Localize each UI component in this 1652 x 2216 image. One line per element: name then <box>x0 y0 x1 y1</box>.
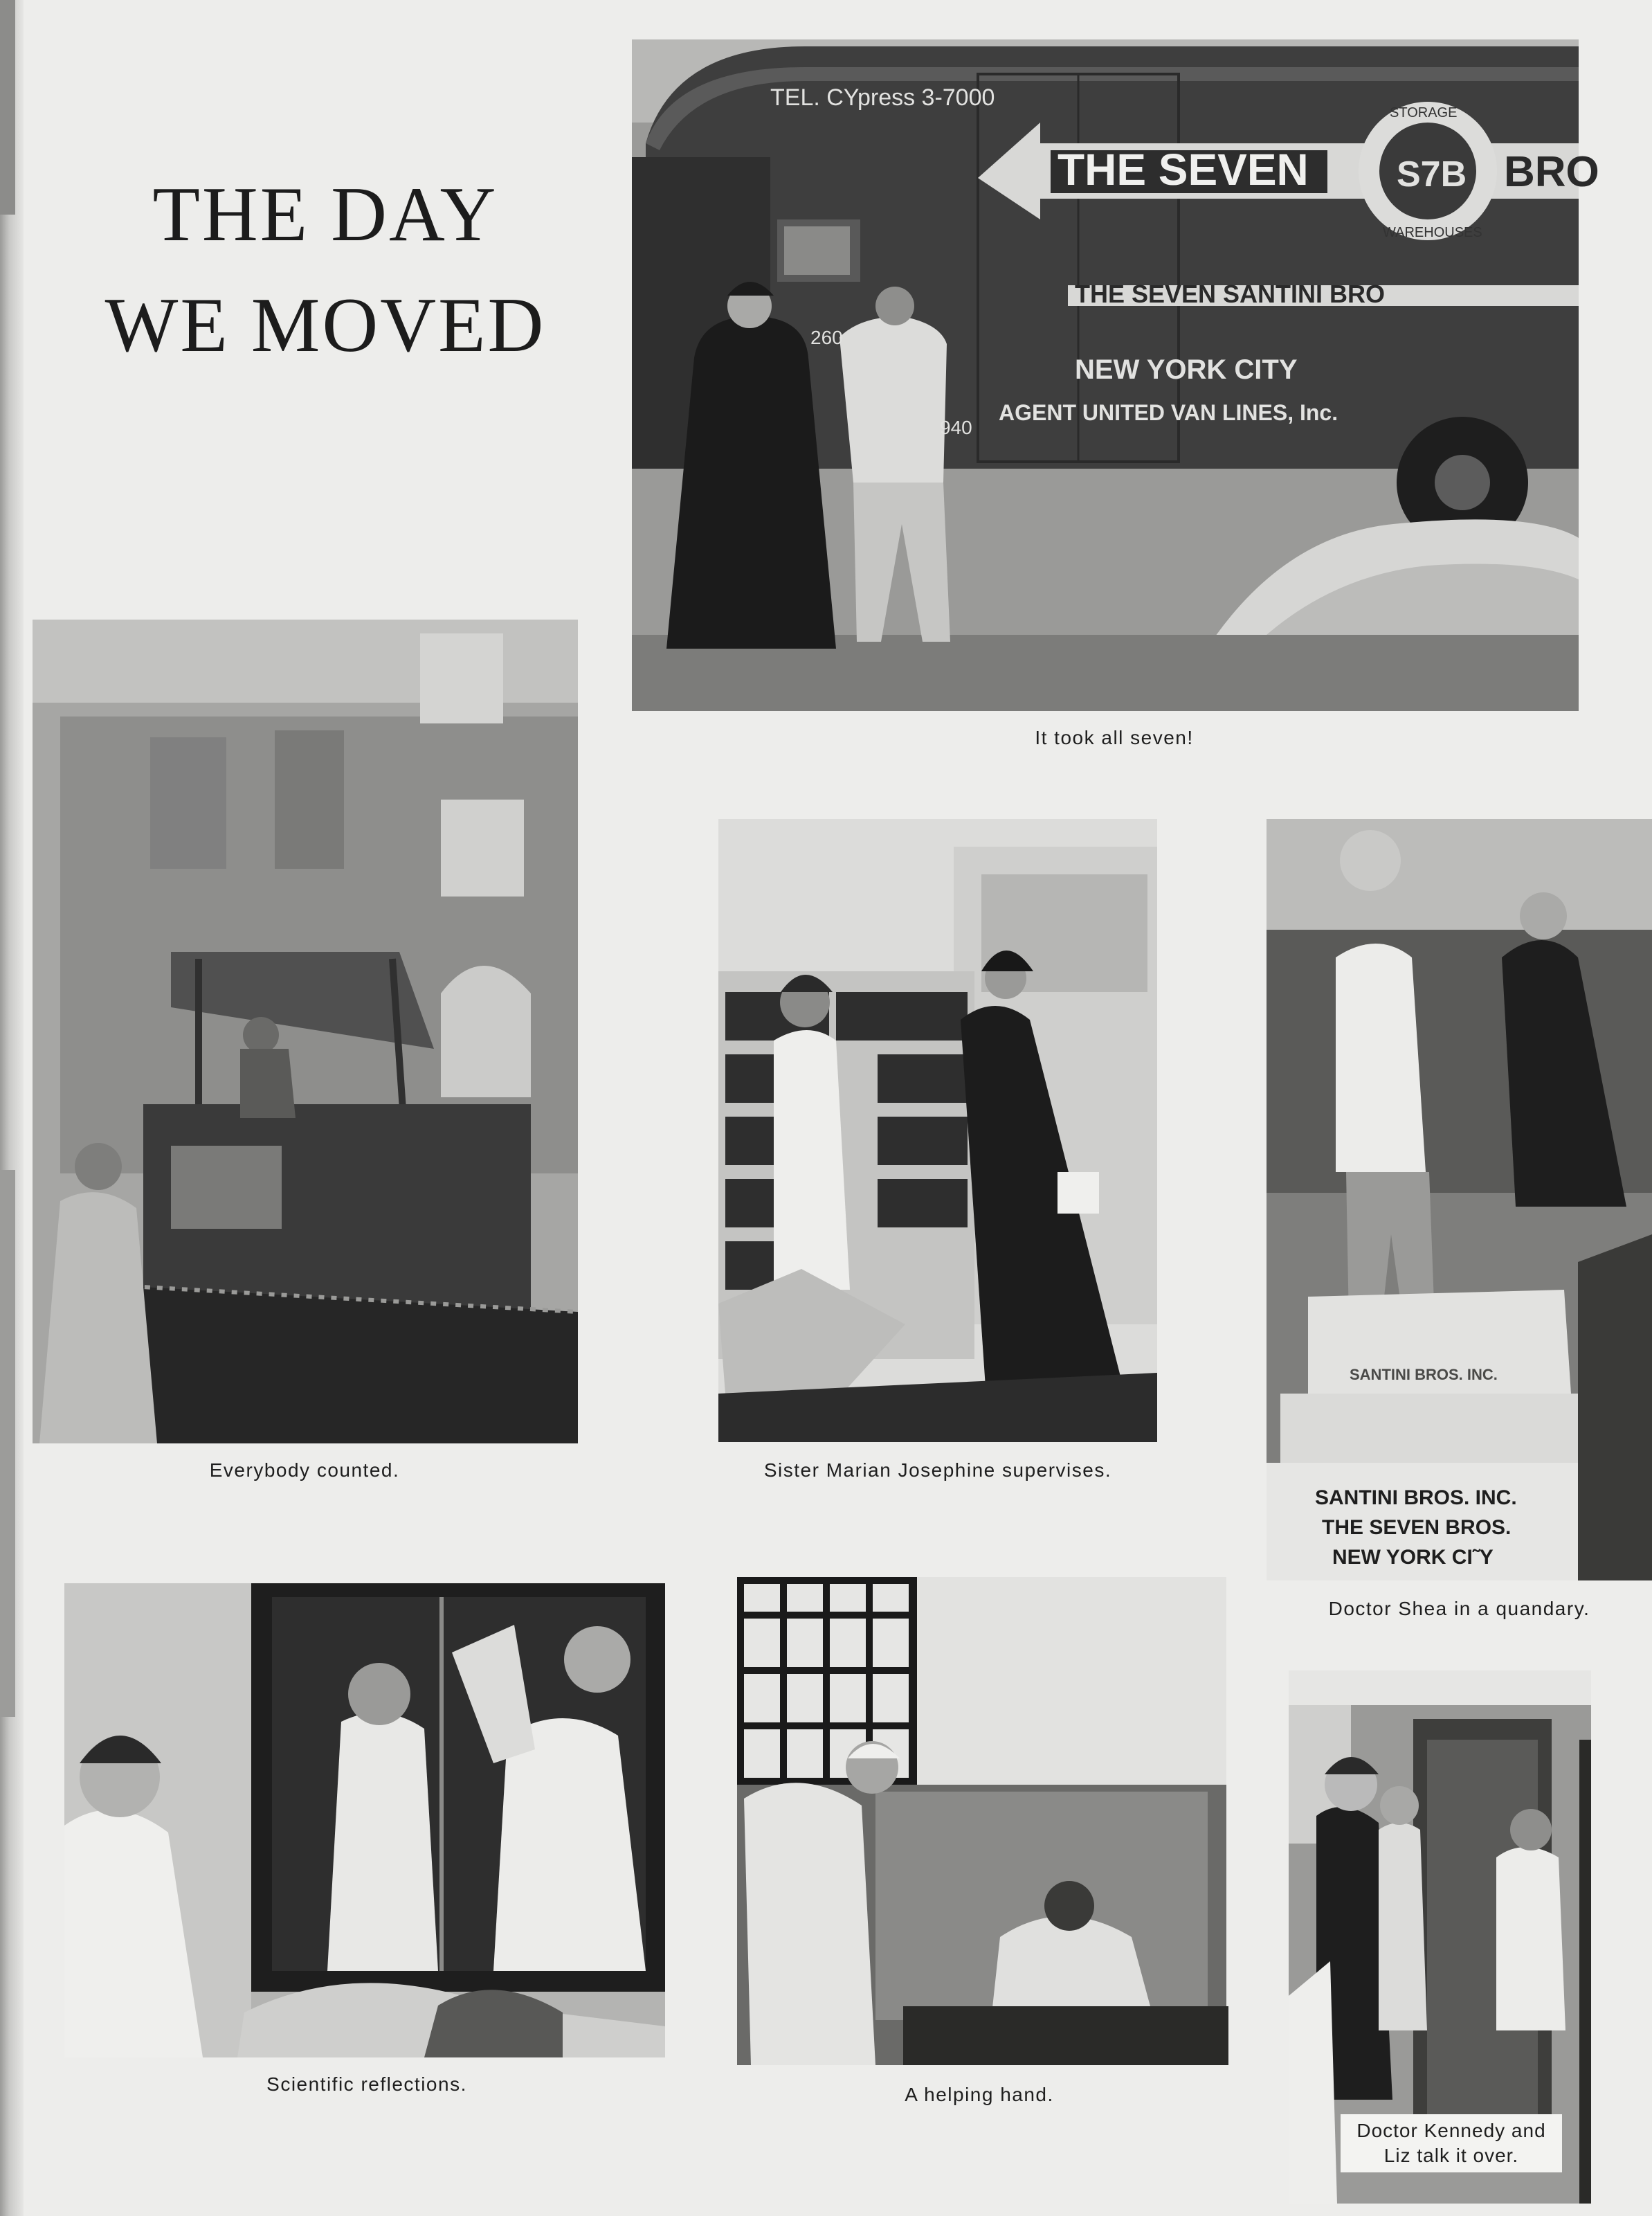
title-line-2: WE MOVED <box>105 282 546 368</box>
moving-truck-photo <box>632 39 1599 711</box>
truck-logo-ring-top: STORAGE <box>1390 105 1458 120</box>
truck-brand-cut-text: BRO <box>1504 148 1599 196</box>
truck-logo-ring-bottom: WAREHOUSES <box>1383 225 1482 240</box>
crate-top-text: SANTINI BROS. INC. <box>1350 1366 1498 1383</box>
truck-city-text: NEW YORK CITY <box>1075 354 1298 385</box>
crate-line-2: THE SEVEN BROS. <box>1322 1516 1512 1539</box>
truck-agent-text: AGENT UNITED VAN LINES, Inc. <box>999 400 1338 425</box>
kennedy-caption-box <box>1341 2114 1562 2172</box>
page-binding-edge <box>0 0 24 2216</box>
truck-unit-text: 260 <box>810 327 843 348</box>
title-line-1: THE DAY <box>152 172 498 258</box>
crate-line-1: SANTINI BROS. INC. <box>1315 1486 1517 1509</box>
crate-line-3: NEW YORK CI˜Y <box>1332 1546 1494 1569</box>
bulldozer-caption: Everybody counted. <box>209 1459 400 1481</box>
helping-hand-caption: A helping hand. <box>905 2084 1054 2105</box>
truck-company-text: THE SEVEN SANTINI BRO <box>1075 280 1386 308</box>
edge-tab <box>0 1170 15 1717</box>
bulldozer-photo <box>33 620 578 1443</box>
truck-caption: It took all seven! <box>1035 727 1194 748</box>
kennedy-caption-line-1: Doctor Kennedy and <box>1356 2120 1546 2141</box>
doctor-shea-caption: Doctor Shea in a quandary. <box>1328 1598 1590 1619</box>
reflections-photo <box>64 1583 665 2057</box>
page-title <box>104 159 547 381</box>
helping-hand-photo <box>737 1577 1226 2065</box>
doctor-shea-photo <box>1267 819 1652 1580</box>
reflections-caption: Scientific reflections. <box>266 2073 467 2095</box>
truck-code-text: 940 <box>940 417 972 438</box>
edge-tab <box>0 0 15 215</box>
truck-phone-text: TEL. CYpress 3-7000 <box>770 84 995 111</box>
kennedy-caption-line-2: Liz talk it over. <box>1383 2145 1519 2166</box>
truck-logo-text: S7B <box>1397 154 1467 195</box>
library-photo <box>718 819 1157 1442</box>
truck-brand-text: THE SEVEN <box>1058 145 1309 195</box>
library-caption: Sister Marian Josephine supervises. <box>763 1459 1112 1481</box>
